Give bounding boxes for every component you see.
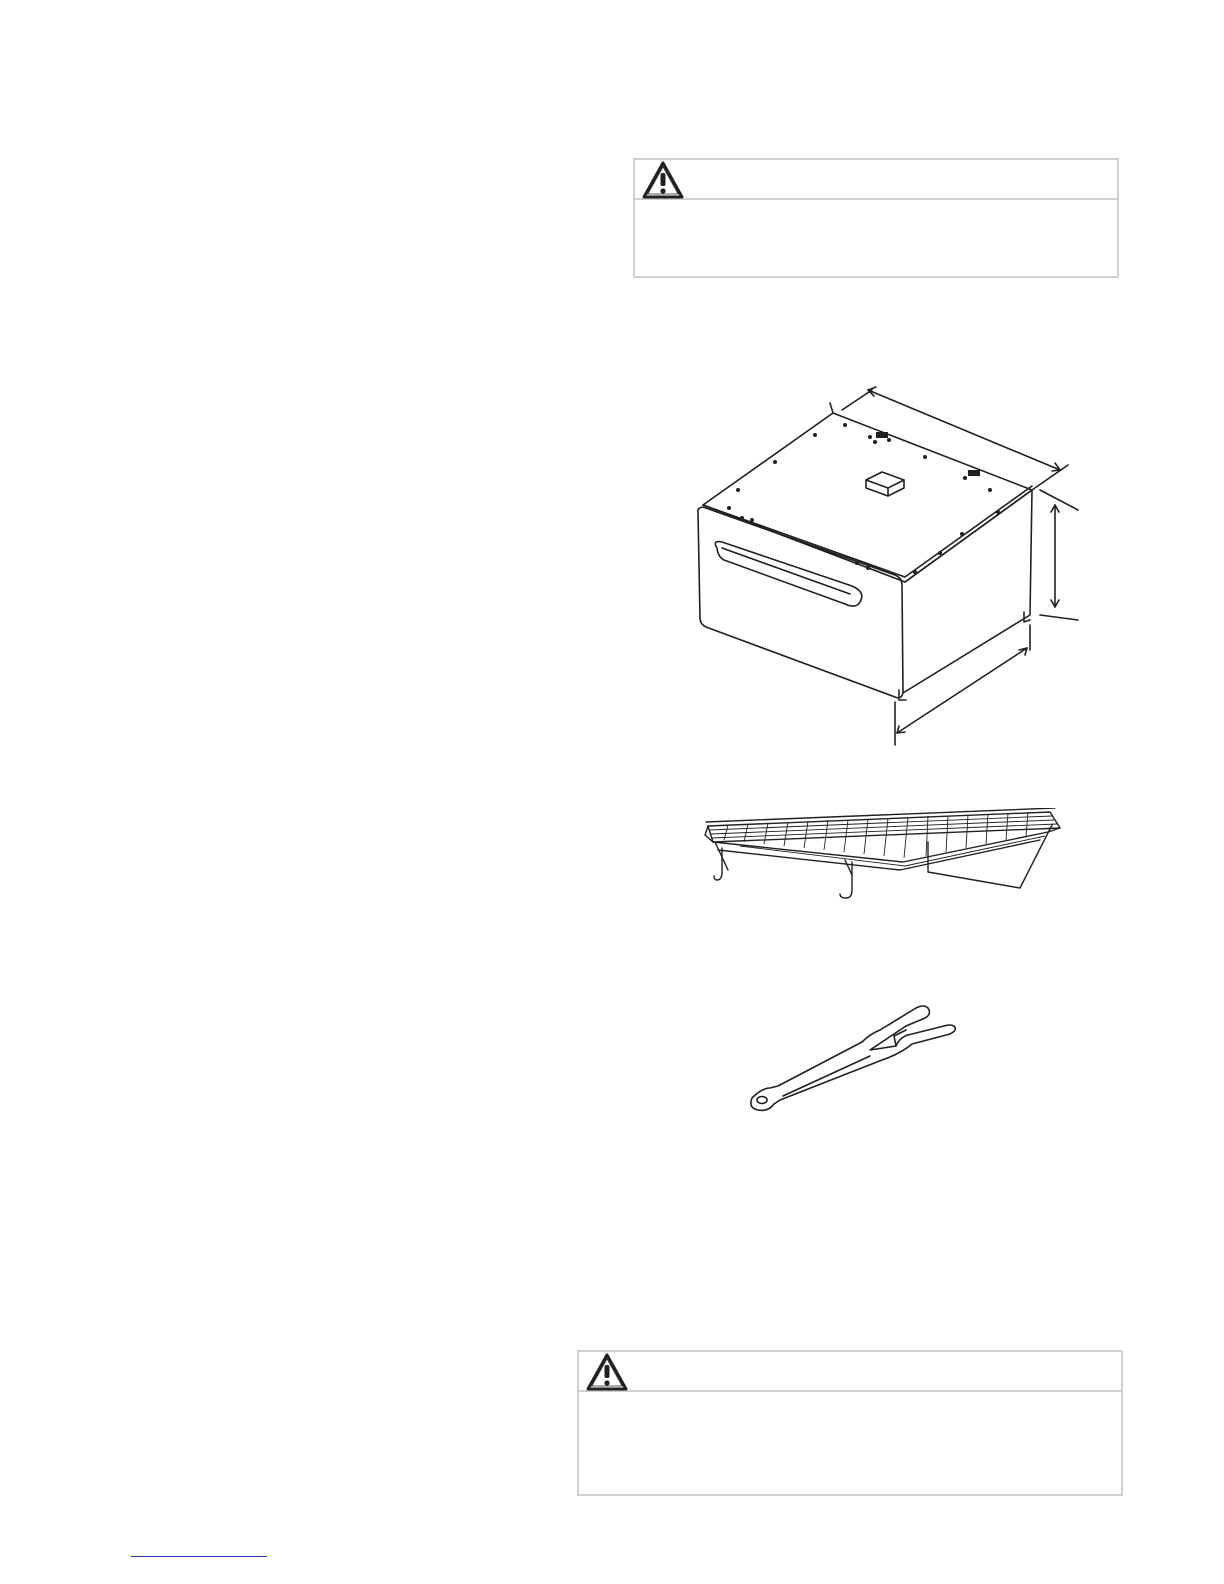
footer-link[interactable] [131,1556,267,1557]
warning-header [579,1352,1121,1392]
wire-shelf-illustration [700,808,1070,908]
warning-box-bottom [577,1350,1123,1496]
warning-box-top [633,158,1119,278]
warning-triangle-icon [641,160,685,200]
warning-triangle-icon [585,1352,629,1392]
pedestal-illustration [680,380,1080,750]
wrench-illustration [745,1000,960,1115]
warning-header [635,160,1117,200]
